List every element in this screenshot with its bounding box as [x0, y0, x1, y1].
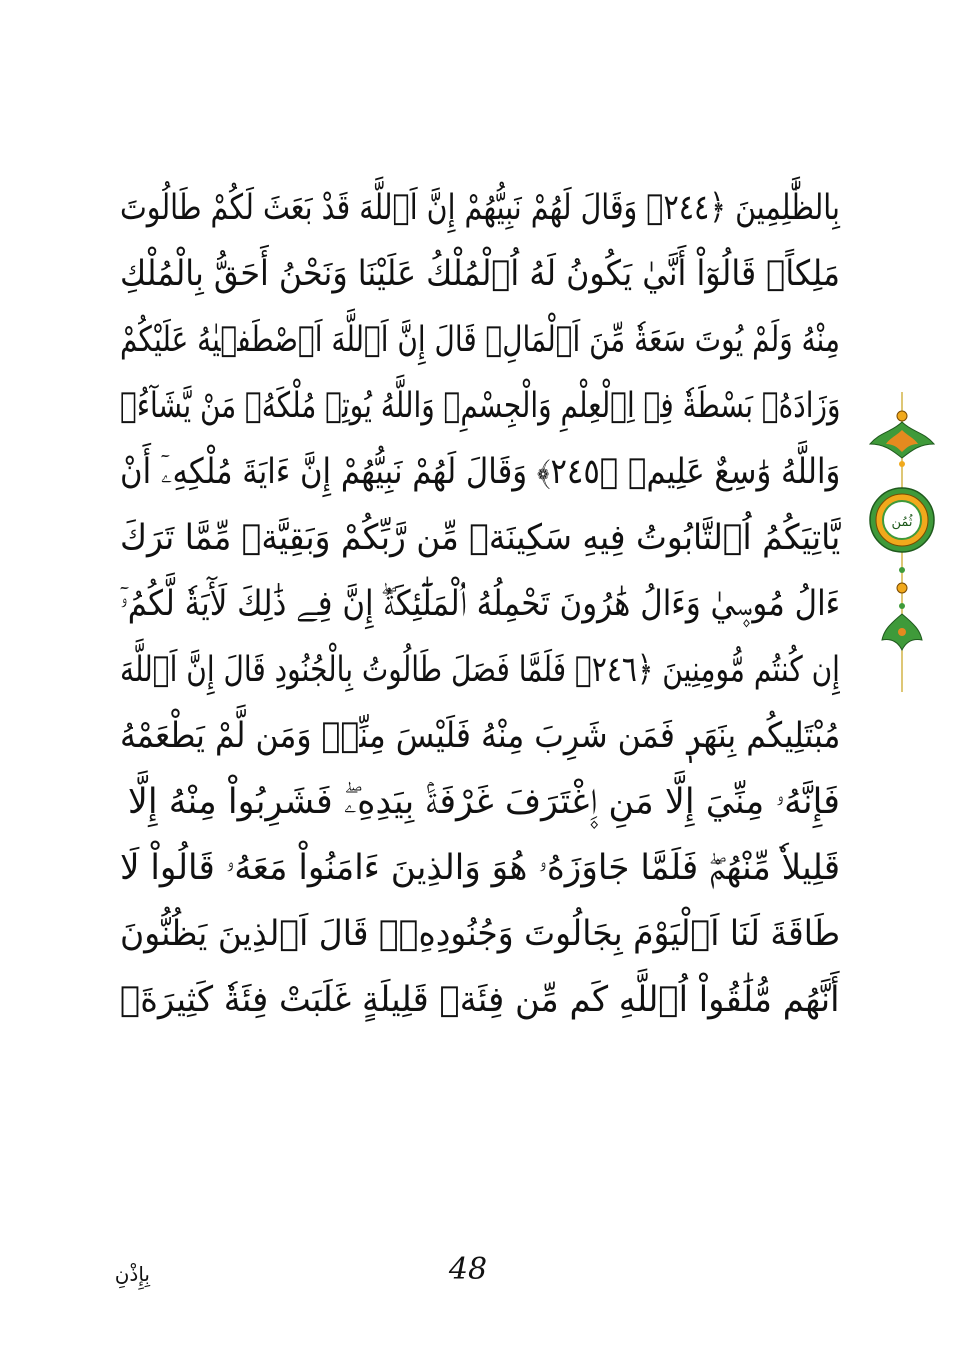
verse-line	[120, 505, 840, 571]
verse-line	[120, 307, 840, 373]
verse-text: يَّاتِيَكُمُ اُ۬لتَّابُوتُ فِيهِ سَكِينَةٞ مِّن رَّبِّكُمْ وَبَقِيَّةٞ مِّمَّا تَرَكَ	[119, 518, 840, 558]
verse-line	[120, 571, 840, 637]
verse-line	[120, 703, 840, 769]
verse-text: مُبْتَلِيكُم بِنَهَرٖ فَمَن شَرِبَ مِنْهُ فَلَيْسَ مِنِّےۖ وَمَن لَّمْ يَطْعَمْهُ	[119, 716, 840, 756]
verse-line	[120, 439, 840, 505]
verse-line	[120, 835, 840, 901]
catchword: بِإِذْنِ	[114, 1262, 150, 1286]
verse-text: وَاللَّهُ وَٰسِعٌ عَلِيمٞ ﴿٢٤٥﴾ وَقَالَ لَهُمْ نَبِيُّهُمْ إِنَّ ءَايَةَ مُلْكِهِۦٓ أَنْ	[119, 452, 840, 492]
verse-text: إِن كُنتُم مُّومِنِينَ ﴿٢٤٦﴾ فَلَمَّا فَصَلَ طَالُوتُ بِالْجُنُودِ قَالَ إِنَّ اَ۬للَّهَ	[120, 650, 840, 690]
page-number: 48	[448, 1252, 488, 1287]
verse-text: مِنْهُ وَلَمْ يُوتَ سَعَةٗ مِّنَ اَ۬لْمَالِۖ قَالَ إِنَّ اَ۬للَّهَ اَ۪صْطَف۪يٰهُ عَلَيْكُمْ	[120, 320, 840, 360]
verse-line	[120, 175, 840, 241]
verse-text: طَاقَةَ لَنَا اَ۬لْيَوْمَ بِجَالُوتَ وَجُنُودِهِۦۖ قَالَ اَ۬لذِينَ يَظُنُّونَ	[119, 914, 840, 954]
verse-text: قَلِيلاٗ مِّنْهُمْۖ فَلَمَّا جَاوَزَهُۥ هُوَ وَالذِينَ ءَامَنُواْ مَعَهُۥ قَالُواْ لَا	[119, 848, 840, 888]
verse-text: مَلِكاًۖ قَالُوٓاْ أَنَّيٰ يَكُونُ لَهُ اُ۬لْمُلْكُ عَلَيْنَا وَنَحْنُ أَحَقُّ بِالْمُلْكِ	[119, 254, 840, 294]
verse-text: بِالظَّٰلِمِينَ ﴿٢٤٤﴾ وَقَالَ لَهُمْ نَبِيُّهُمْ إِنَّ اَ۬للَّهَ قَدْ بَعَثَ لَكُمْ طَالُوتَ	[120, 188, 840, 228]
thumn-ornament-icon	[862, 392, 942, 692]
verse-text: ءَالُ مُوس۪يٰ وَءَالُ هَٰرُونَ تَحْمِلُهُ اُ۬لْمَلَٰٓئِكَةُۖ إِنَّ فِے ذَٰلِكَ لَأٓيَةٗ لَّكُمُۥٓ	[119, 584, 840, 624]
verse-text: فَإِنَّهُۥ مِنِّيَ إِلَّا مَنِ اِ۪غْتَرَفَ غَرْفَةَۢ بِيَدِهِۦۖ فَشَرِبُواْ مِنْهُ إِلَّا	[127, 782, 840, 822]
verse-line	[120, 373, 840, 439]
verse-line	[120, 901, 840, 967]
verse-line	[120, 769, 840, 835]
verse-line	[120, 241, 840, 307]
ornament-label: ثُمُن	[891, 515, 913, 530]
verse-line	[120, 637, 840, 703]
verse-line	[120, 967, 840, 1033]
verse-block	[120, 175, 840, 1033]
verse-text: أَنَّهُم مُّلَٰقُواْ اُ۬للَّهِ كَم مِّن فِئَةٖ قَلِيلَةٍ غَلَبَتْ فِئَةٗ كَثِيرَةَۢ	[120, 980, 840, 1020]
verse-text: وَزَادَهُۥ بَسْطَةٗ فِے اِ۬لْعِلْمِ وَالْجِسْمِۖ وَاللَّهُ يُوتِے مُلْكَهُۥ مَنْ يَّشَآءُۖ	[119, 386, 840, 426]
